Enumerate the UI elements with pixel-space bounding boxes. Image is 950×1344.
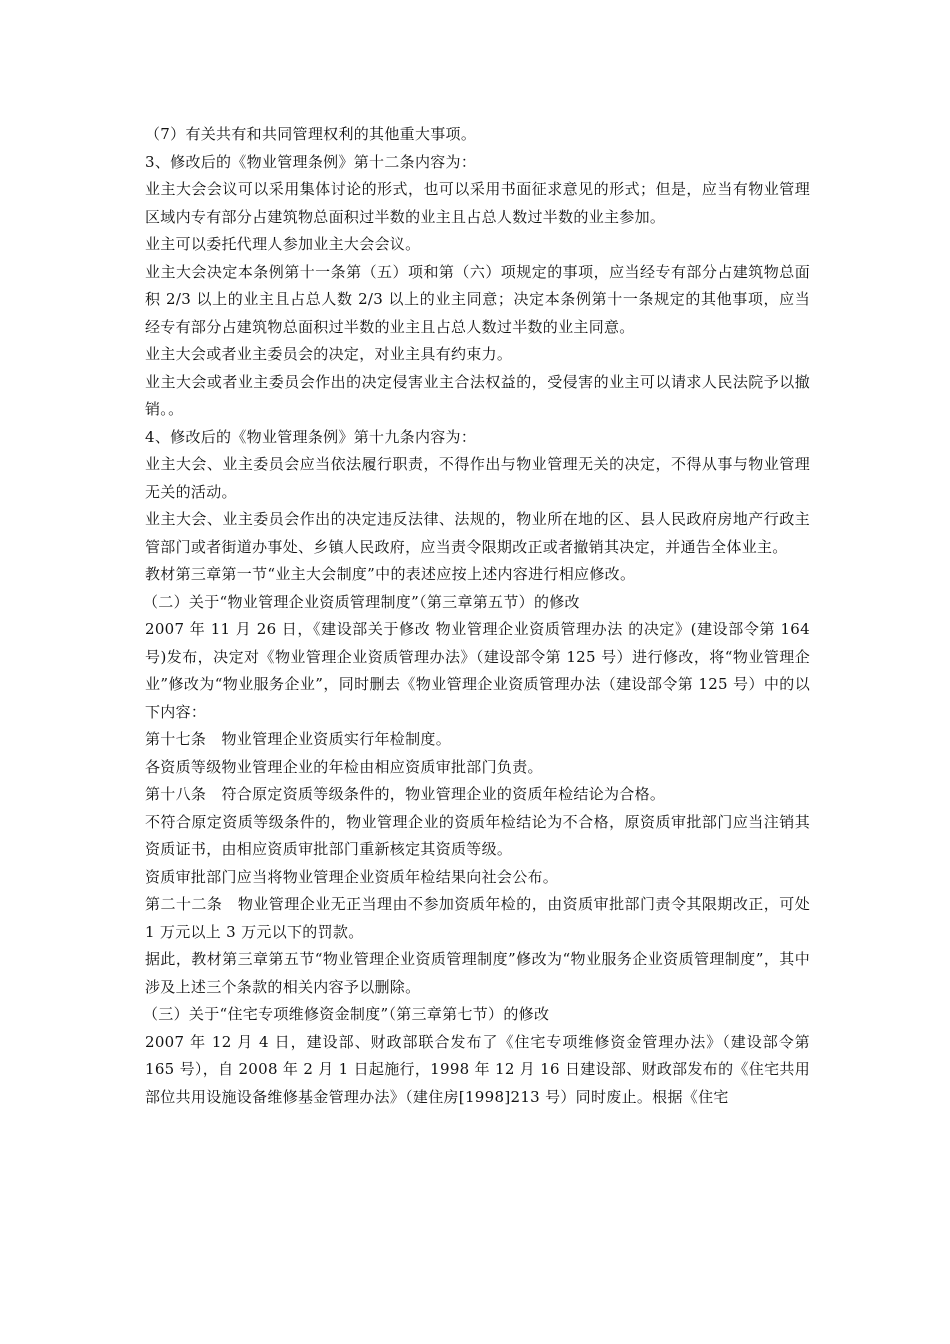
paragraph-textbook-note-1: 教材第三章第一节“业主大会制度”中的表述应按上述内容进行相应修改。 [145, 565, 636, 583]
paragraph-article-12-heading: 3、修改后的《物业管理条例》第十二条内容为： [145, 152, 477, 171]
paragraph-article-22: 第二十二条 物业管理企业无正当理由不参加资质年检的，由资质审批部门责令其限期改正，可处 1 万元以上 3 万元以下的罚款。 [145, 895, 810, 941]
paragraph-textbook-note-2: 据此，教材第三章第五节“物业管理企业资质管理制度”修改为“物业服务企业资质管理制度”，其中涉及上述三个条款的相关内容予以删除。 [145, 950, 810, 996]
paragraph-unqualified: 不符合原定资质等级条件的，物业管理企业的资质年检结论为不合格，原资质审批部门应当注销其资质证书，由相应资质审批部门重新核定其资质等级。 [145, 812, 810, 858]
paragraph-proxy: 业主可以委托代理人参加业主大会会议。 [145, 235, 421, 253]
paragraph-publication: 资质审批部门应当将物业管理企业资质年检结果向社会公布。 [145, 867, 559, 886]
paragraph-article-17: 第十七条 物业管理企业资质实行年检制度。 [145, 730, 452, 748]
paragraph-binding-force: 业主大会或者业主委员会的决定，对业主具有约束力。 [145, 345, 513, 363]
paragraph-violations: 业主大会、业主委员会作出的决定违反法律、法规的，物业所在地的区、县人民政府房地产行政主管部门或者街道办事处、乡镇人民政府，应当责令限期改正或者撤销其决定，并通告全体业主。 [145, 510, 810, 556]
paragraph-duties: 业主大会、业主委员会应当依法履行职责，不得作出与物业管理无关的决定，不得从事与物业管理无关的活动。 [145, 455, 810, 501]
paragraph-revocation: 业主大会或者业主委员会作出的决定侵害业主合法权益的，受侵害的业主可以请求人民法院予以撤销。。 [145, 372, 810, 418]
paragraph-annual-inspection: 各资质等级物业管理企业的年检由相应资质审批部门负责。 [145, 757, 543, 776]
paragraph-item-7: （7）有关共有和共同管理权利的其他重大事项。 [145, 125, 477, 143]
section-heading-3: （三）关于“住宅专项维修资金制度”（第三章第七节）的修改 [143, 1005, 550, 1023]
paragraph-meeting-form: 业主大会会议可以采用集体讨论的形式，也可以采用书面征求意见的形式；但是，应当有物业管理区域内专有部分占建筑物总面积过半数的业主且占总人数过半数的业主参加。 [145, 180, 810, 226]
section-heading-2: （二）关于“物业管理企业资质管理制度”（第三章第五节）的修改 [143, 592, 580, 611]
paragraph-article-18: 第十八条 符合原定资质等级条件的，物业管理企业的资质年检结论为合格。 [145, 785, 666, 803]
document-body [145, 121, 810, 1111]
paragraph-decree-165: 2007 年 12 月 4 日，建设部、财政部联合发布了《住宅专项维修资金管理办法》（建设部令第 165 号），自 2008 年 2 月 1 日起施行，1998 年 12 月 16 日建设部、财政部发布的《住宅共用部位共用设施设备维修基金管理办法》（建住房[1998]213 号）同时废止。根据《住宅 [145, 1032, 810, 1106]
paragraph-article-19-heading: 4、修改后的《物业管理条例》第十九条内容为： [145, 427, 477, 446]
paragraph-decree-164: 2007 年 11 月 26 日，《建设部关于修改 物业管理企业资质管理办法 的决定》(建设部令第 164 号)发布，决定对《物业管理企业资质管理办法》（建设部令第 125 号）进行修改，将“物业管理企业”修改为“物业服务企业”，同时删去《物业管理企业资质管理办法（建设部令第 125 号）中的以下内容： [145, 620, 810, 721]
paragraph-decision-rules: 业主大会决定本条例第十一条第（五）项和第（六）项规定的事项，应当经专有部分占建筑物总面积 2/3 以上的业主且占总人数 2/3 以上的业主同意；决定本条例第十一条规定的其他事项，应当经专有部分占建筑物总面积过半数的业主且占总人数过半数的业主同意。 [145, 262, 810, 336]
